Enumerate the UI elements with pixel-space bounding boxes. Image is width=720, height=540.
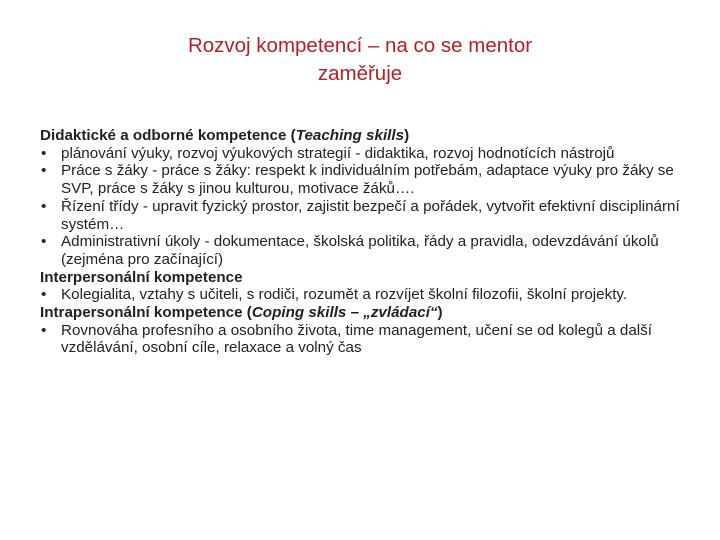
list-item-text: Řízení třídy - upravit fyzický prostor, zajistit bezpečí a pořádek, vytvořit efektivní disciplinární systém…	[61, 197, 680, 233]
section-heading-teaching	[40, 127, 690, 145]
heading-text: Intrapersonální kompetence (	[40, 304, 252, 322]
list-item-text: Práce s žáky - práce s žáky: respekt k individuálním potřebám, adaptace výuky pro žáky se SVP, práce s žáky s jinou kulturou, motivace žáků….	[61, 162, 674, 198]
list-item-text: Administrativní úkoly - dokumentace, školská politika, řády a pravidla, odevzdávání úkolů (zejména pro začínající)	[61, 233, 659, 268]
title-line-1: Rozvoj kompetencí – na co se mentor	[187, 34, 533, 57]
list-item	[40, 286, 690, 304]
list-item-text: Kolegialita, vztahy s učiteli, s rodiči, rozumět a rozvíjet školní filozofii, školní projekty.	[61, 286, 628, 304]
slide-title	[120, 32, 600, 88]
heading-tail: )	[437, 304, 443, 322]
slide-body	[40, 127, 690, 357]
bullet-icon: •	[41, 162, 47, 180]
bullet-icon: •	[41, 197, 47, 215]
list-item	[40, 145, 690, 163]
heading-text: Interpersonální kompetence	[40, 268, 243, 286]
list-item	[40, 322, 690, 357]
bullet-icon: •	[41, 286, 47, 304]
title-line-2: zaměřuje	[317, 62, 403, 85]
bullet-icon: •	[41, 144, 47, 162]
list-item	[40, 198, 690, 233]
list-item-text: plánování výuky, rozvoj výukových strategií - didaktika, rozvoj hodnotících nástrojů	[61, 144, 615, 162]
list-item-text: Rovnováha profesního a osobního života, time management, učení se od kolegů a další vzdělávání, osobní cíle, relaxace a volný čas	[61, 321, 652, 357]
bullet-icon: •	[41, 233, 47, 251]
list-item	[40, 162, 690, 197]
list-item	[40, 233, 690, 268]
bullet-icon: •	[41, 321, 47, 339]
section-heading-interpersonal	[40, 269, 690, 287]
heading-tail: )	[404, 127, 410, 144]
section-heading-intrapersonal	[40, 304, 690, 322]
heading-text: Didaktické a odborné kompetence (	[40, 127, 296, 144]
heading-italic: Teaching skills	[295, 127, 405, 144]
heading-italic: Coping skills – „zvládací“	[251, 304, 438, 322]
